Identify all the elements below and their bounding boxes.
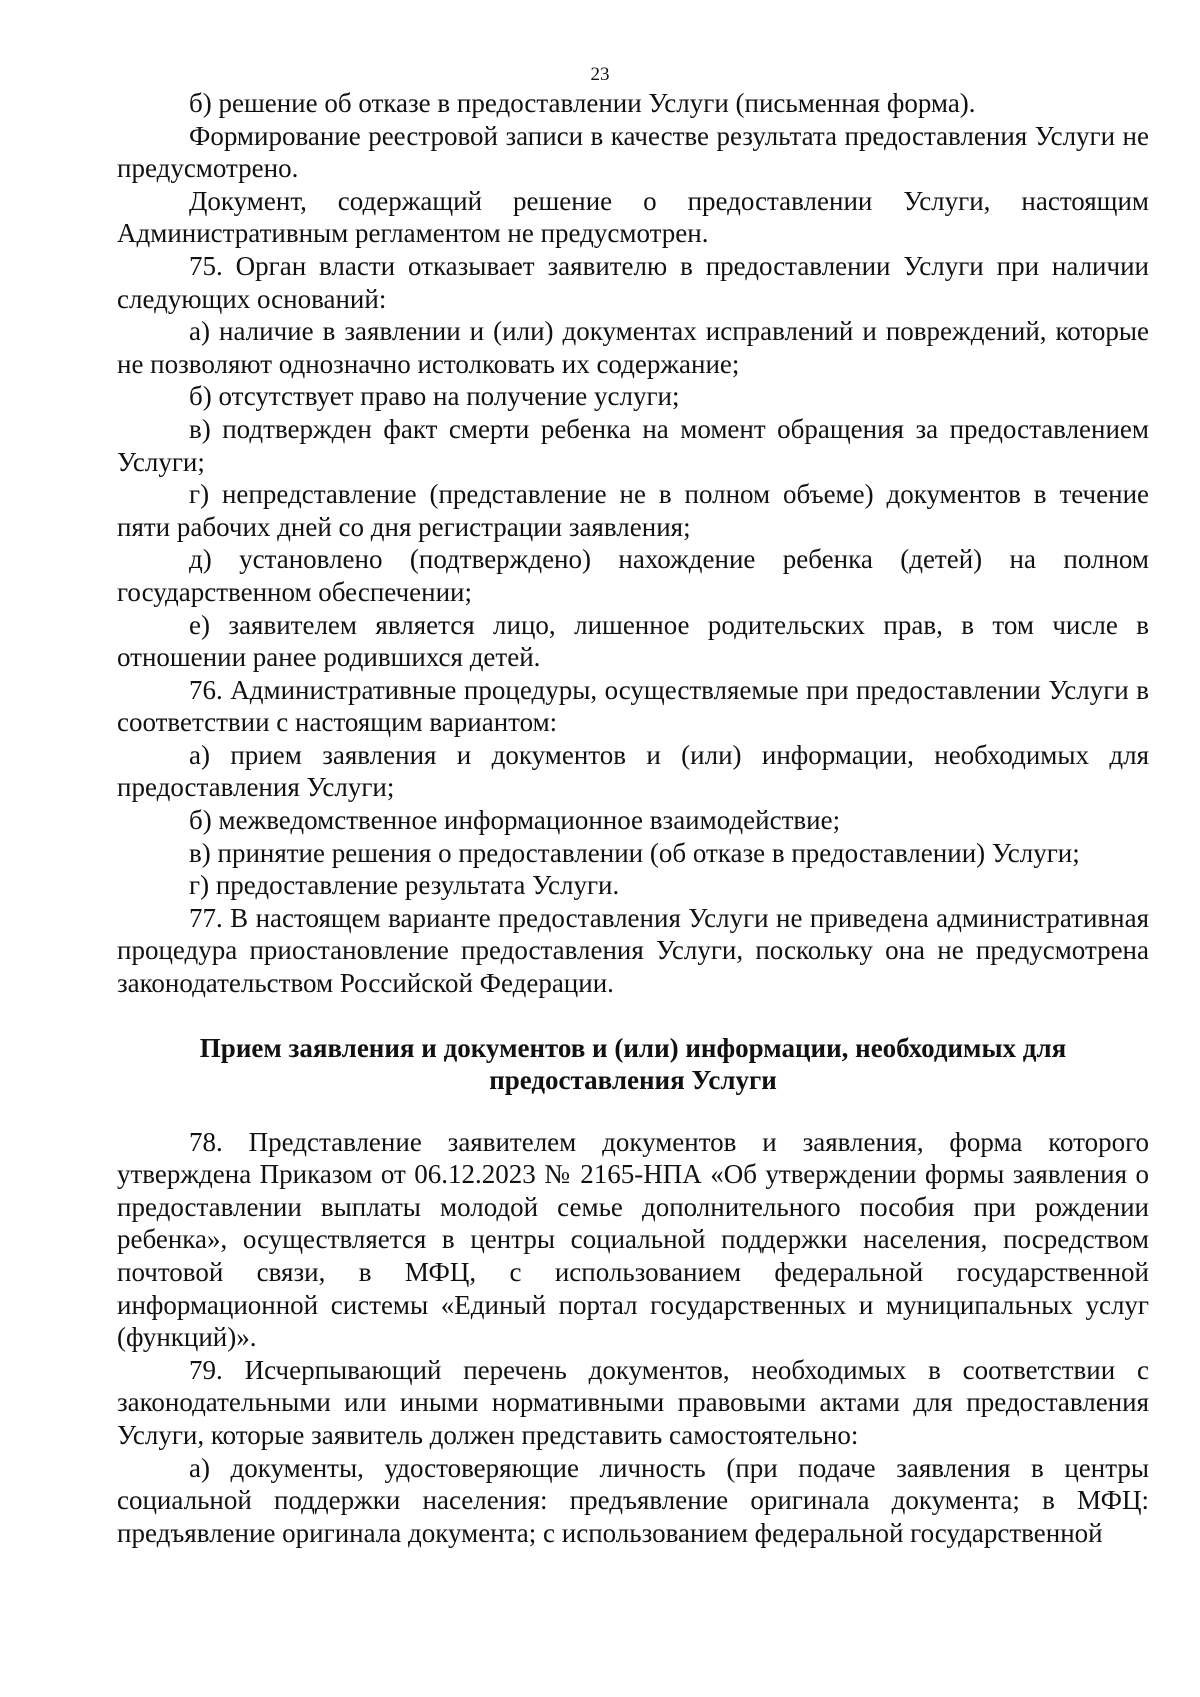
paragraph: 76. Административные процедуры, осуществляемые при предоставлении Услуги в соответствии с настоящим вариантом:	[117, 674, 1149, 738]
section-heading-line: Прием заявления и документов и (или) информации, необходимых для	[199, 1032, 1067, 1063]
list-item: д) установлено (подтверждено) нахождение ребенка (детей) на полном государственном обеспечении;	[117, 544, 1149, 607]
list-item: в) принятие решения о предоставлении (об отказе в предоставлении) Услуги;	[189, 837, 1080, 868]
document-body	[117, 87, 1149, 1549]
section-heading-line: предоставления Услуги	[489, 1064, 777, 1095]
paragraph: 79. Исчерпывающий перечень документов, необходимых в соответствии с законодательными или иными нормативными правовыми актами для предоставления Услуги, которые заявитель должен представить самостоятельно:	[117, 1354, 1149, 1450]
paragraph: 77. В настоящем варианте предоставления Услуги не приведена административная процедура приостановление предоставления Услуги, поскольку она не предусмотрена законодательством Российской Федерации.	[117, 902, 1149, 999]
list-item: в) подтвержден факт смерти ребенка на момент обращения за предоставлением Услуги;	[117, 413, 1149, 477]
list-item: а) наличие в заявлении и (или) документах исправлений и повреждений, которые не позволяют однозначно истолковать их содержание;	[117, 316, 1149, 379]
list-item: г) предоставление результата Услуги.	[189, 870, 620, 901]
list-item: б) межведомственное информационное взаимодействие;	[189, 805, 841, 836]
paragraph: 75. Орган власти отказывает заявителю в предоставлении Услуги при наличии следующих оснований:	[117, 250, 1149, 314]
list-item: а) документы, удостоверяющие личность (при подаче заявления в центры социальной поддержки населения: предъявление оригинала документа; в МФЦ: предъявление оригинала документа; с использованием федеральной государственной	[117, 1452, 1149, 1548]
paragraph: Формирование реестровой записи в качестве результата предоставления Услуги не предусмотрено.	[117, 120, 1149, 184]
page-number: 23	[590, 64, 610, 85]
paragraph: Документ, содержащий решение о предоставлении Услуги, настоящим Административным регламентом не предусмотрен.	[117, 185, 1149, 249]
paragraph: 78. Представление заявителем документов и заявления, форма которого утверждена Приказом от 06.12.2023 № 2165-НПА «Об утверждении формы заявления о предоставлении выплаты молодой семье дополнительного пособия при рождении ребенка», осуществляется в центры социальной поддержки населения, посредством почтовой связи, в МФЦ, с использованием федеральной государственной информационной системы «Единый портал государственных и муниципальных услуг (функций)».	[117, 1126, 1149, 1353]
list-item: е) заявителем является лицо, лишенное родительских прав, в том числе в отношении ранее родившихся детей.	[117, 609, 1149, 673]
list-item: б) отсутствует право на получение услуги;	[189, 381, 680, 412]
list-item: а) прием заявления и документов и (или) информации, необходимых для предоставления Услуги;	[117, 739, 1149, 803]
list-item: г) непредставление (представление не в полном объеме) документов в течение пяти рабочих дней со дня регистрации заявления;	[117, 479, 1149, 542]
paragraph: б) решение об отказе в предоставлении Услуги (письменная форма).	[189, 88, 976, 118]
section-heading	[117, 1032, 1149, 1096]
